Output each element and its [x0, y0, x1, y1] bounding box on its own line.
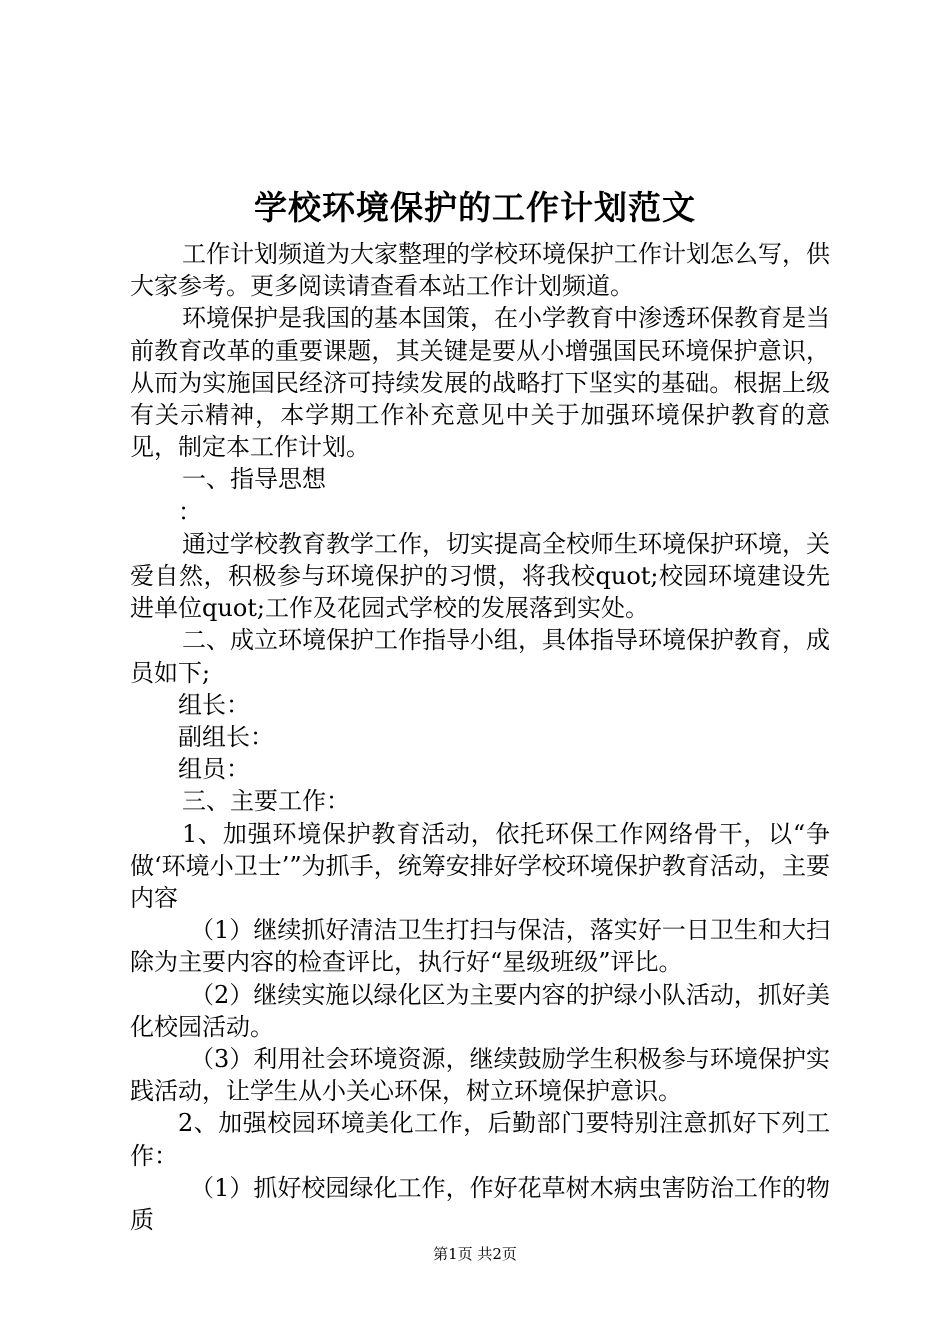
- paragraph-work-item-1: 1、加强环境保护教育活动，依托环保工作网络骨干，以“争做‘环境小卫士’”为抓手，统筹安排好学校环境保护教育活动，主要内容: [130, 819, 830, 913]
- paragraph-guiding-content: 通过学校教育教学工作，切实提高全校师生环境保护环境，关爱自然，积极参与环境保护的习惯，将我校quot;校园环境建设先进单位quot;工作及花园式学校的发展落到实处。: [130, 529, 830, 623]
- heading-guiding-thought: 一、指导思想: [182, 465, 326, 494]
- group-leader-line: 组长：: [178, 690, 250, 719]
- paragraph-work-item-1-2: （2）继续实施以绿化区为主要内容的护绿小队活动，抓好美化校园活动。: [130, 980, 830, 1041]
- heading-working-group: 二、成立环境保护工作指导小组，具体指导环境保护教育，成员如下;: [130, 626, 830, 687]
- colon-line: ：: [178, 497, 202, 526]
- paragraph-work-item-2-1: （1）抓好校园绿化工作，作好花草树木病虫害防治工作的物质: [130, 1173, 830, 1235]
- page-footer: 第1页 共2页: [433, 1245, 517, 1263]
- heading-main-work: 三、主要工作：: [182, 787, 350, 816]
- document-body: [130, 238, 830, 1236]
- paragraph-work-item-1-1: （1）继续抓好清洁卫生打扫与保洁，落实好一日卫生和大扫除为主要内容的检查评比，执行好“星级班级”评比。: [130, 916, 830, 977]
- paragraph-work-item-2: 2、加强校园环境美化工作，后勤部门要特别注意抓好下列工作：: [130, 1109, 830, 1170]
- paragraph-intro: 工作计划频道为大家整理的学校环境保护工作计划怎么写，供大家参考。更多阅读请查看本站工作计划频道。: [130, 240, 830, 301]
- deputy-leader-line: 副组长：: [178, 723, 274, 752]
- paragraph-background: 环境保护是我国的基本国策，在小学教育中渗透环保教育是当前教育改革的重要课题，其关键是要从小增强国民环境保护意识，从而为实施国民经济可持续发展的战略打下坚实的基础。根据上级有关示精神，本学期工作补充意见中关于加强环境保护教育的意见，制定本工作计划。: [130, 304, 830, 462]
- group-members-line: 组员：: [178, 755, 250, 784]
- paragraph-work-item-1-3: （3）利用社会环境资源，继续鼓励学生积极参与环境保护实践活动，让学生从小关心环保，树立环境保护意识。: [130, 1045, 830, 1106]
- document-title: 学校环境保护的工作计划范文: [254, 188, 696, 227]
